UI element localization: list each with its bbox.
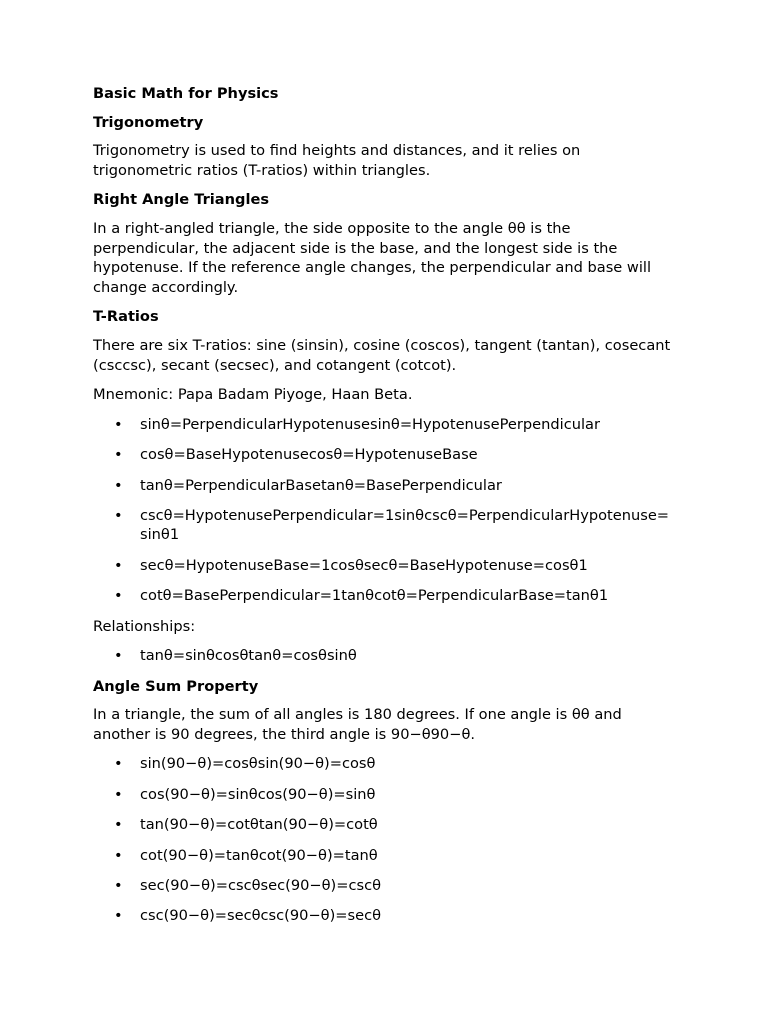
heading-t-ratios: T-Ratios [93,308,159,326]
complementary-angle-list [93,754,675,926]
list-item: • cot(90−θ)=tanθcot(90−θ)=tanθ [93,846,675,866]
list-item: • cscθ=HypotenusePerpendicular=1sinθcscθ=PerpendicularHypotenuse=sinθ1 [93,506,675,545]
trigonometry-paragraph: Trigonometry is used to find heights and distances, and it relies on trigonometric ratios (T-ratios) within triangles. [93,142,581,179]
list-item: • sin(90−θ)=cosθsin(90−θ)=cosθ [93,754,675,774]
list-item: • tanθ=sinθcosθtanθ=cosθsinθ [93,646,675,666]
list-item: • cos(90−θ)=sinθcos(90−θ)=sinθ [93,785,675,805]
mnemonic-paragraph: Mnemonic: Papa Badam Piyoge, Haan Beta. [93,386,413,404]
right-angle-paragraph: In a right-angled triangle, the side opposite to the angle θθ is the perpendicular, the adjacent side is the base, and the longest side is the hypotenuse. If the reference angle changes, the perpendicular and base will change accordingly. [93,219,652,296]
relationships-label: Relationships: [93,617,196,635]
list-item: • tanθ=PerpendicularBasetanθ=BasePerpendicular [93,476,675,496]
list-item: • secθ=HypotenuseBase=1cosθsecθ=BaseHypotenuse=cosθ1 [93,556,675,576]
angle-sum-paragraph: In a triangle, the sum of all angles is 180 degrees. If one angle is θθ and another is 90 degrees, the third angle is 90−θ90−θ. [93,706,622,743]
heading-right-angle-triangles: Right Angle Triangles [93,191,270,209]
document-title: Basic Math for Physics [93,85,279,102]
list-item: • cosθ=BaseHypotenusecosθ=HypotenuseBase [93,445,675,465]
heading-angle-sum-property: Angle Sum Property [93,677,259,695]
list-item: • tan(90−θ)=cotθtan(90−θ)=cotθ [93,815,675,835]
t-ratios-paragraph: There are six T-ratios: sine (sinsin), cosine (coscos), tangent (tantan), cosecant (csccsc), secant (secsec), and cotangent (cotcot). [93,336,671,374]
list-item: • sec(90−θ)=cscθsec(90−θ)=cscθ [93,876,675,896]
t-ratios-list [93,415,675,606]
list-item: • sinθ=PerpendicularHypotenusesinθ=HypotenusePerpendicular [93,415,675,435]
list-item: • csc(90−θ)=secθcsc(90−θ)=secθ [93,906,675,926]
document-page [93,84,675,937]
heading-trigonometry: Trigonometry [93,113,204,131]
relationships-list [93,646,675,666]
list-item: • cotθ=BasePerpendicular=1tanθcotθ=PerpendicularBase=tanθ1 [93,586,675,606]
